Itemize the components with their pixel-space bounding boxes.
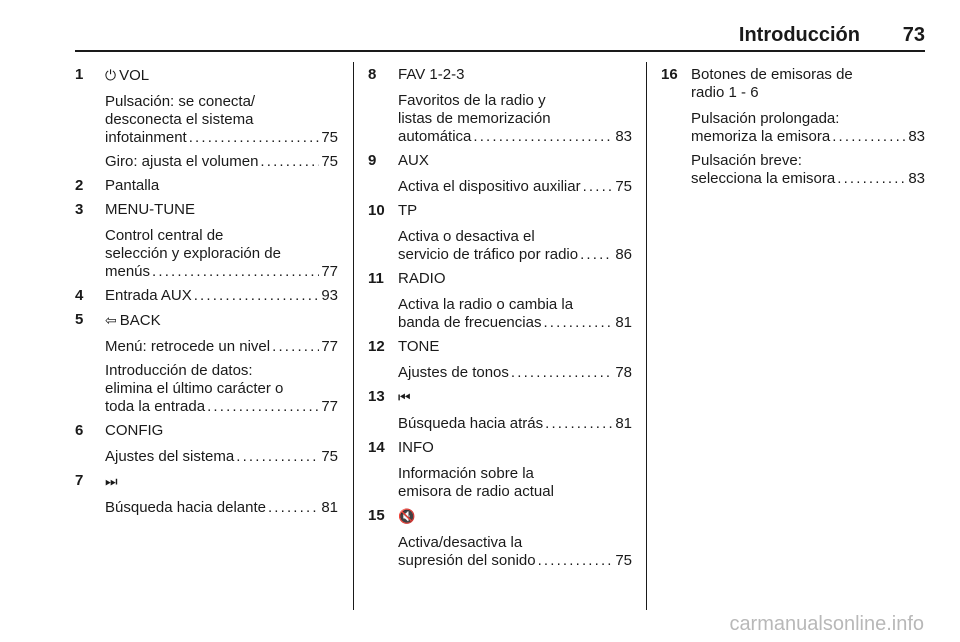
entry-number: 4 xyxy=(75,287,84,304)
entry-number: 8 xyxy=(368,66,377,83)
entry-text: toda la entrada xyxy=(105,398,206,415)
page-reference: 83 xyxy=(908,128,925,145)
legend-entry xyxy=(368,202,632,264)
column-2 xyxy=(368,66,632,576)
legend-entry xyxy=(368,388,632,433)
toc-leader-line xyxy=(398,552,632,570)
description-line: Activa/desactiva la xyxy=(398,534,523,551)
entry-title xyxy=(105,422,338,440)
entry-description xyxy=(398,296,632,332)
back-icon: ⇦ xyxy=(105,312,117,328)
entry-title xyxy=(691,66,925,84)
entry-title xyxy=(105,201,338,219)
entry-description xyxy=(398,228,632,264)
toc-leader-line xyxy=(105,129,338,147)
legend-entry xyxy=(368,338,632,382)
legend-entry xyxy=(368,152,632,196)
legend-entry xyxy=(75,311,338,416)
entry-title-text: TP xyxy=(398,202,418,219)
entry-title xyxy=(398,338,632,356)
entry-title xyxy=(105,311,338,330)
dot-leader xyxy=(236,448,319,466)
entry-number: 2 xyxy=(75,177,84,194)
page-reference: 75 xyxy=(321,448,338,465)
entry-text: Ajustes del sistema xyxy=(105,448,235,465)
entry-text: memoriza la emisora xyxy=(691,128,831,145)
dot-leader xyxy=(473,128,613,146)
toc-leader-line xyxy=(105,263,338,281)
entry-title xyxy=(398,439,632,457)
dot-leader xyxy=(260,153,319,171)
entry-number: 12 xyxy=(368,338,385,355)
toc-leader-line xyxy=(691,170,925,188)
entry-description xyxy=(398,415,632,433)
description-line: selección y exploración de xyxy=(105,245,281,262)
entry-text: menús xyxy=(105,263,151,280)
entry-number: 14 xyxy=(368,439,385,456)
entry-title-text: FAV 1-2-3 xyxy=(398,66,465,83)
entry-description xyxy=(105,93,338,147)
page-reference: 75 xyxy=(615,178,632,195)
watermark: carmanualsonline.info xyxy=(729,613,924,635)
legend-entry xyxy=(368,507,632,570)
legend-entry xyxy=(661,66,925,188)
mute-icon: 🔇 xyxy=(398,508,416,524)
entry-text: selecciona la emisora xyxy=(691,170,836,187)
description-line: Activa o desactiva el xyxy=(398,228,535,245)
entry-description xyxy=(398,465,632,501)
page-reference: 77 xyxy=(321,338,338,355)
legend-entry xyxy=(75,177,338,195)
dot-leader xyxy=(583,178,614,196)
entry-number: 7 xyxy=(75,472,84,489)
page-reference: 93 xyxy=(321,287,338,304)
entry-description xyxy=(105,227,338,281)
legend-entry xyxy=(75,472,338,517)
legend-entry xyxy=(75,287,338,305)
page-reference: 83 xyxy=(615,128,632,145)
toc-leader-line xyxy=(398,364,632,382)
seek-back-icon: ⏮ xyxy=(398,389,411,405)
entry-number: 6 xyxy=(75,422,84,439)
entry-description xyxy=(105,338,338,356)
legend-entry xyxy=(75,422,338,466)
entry-title xyxy=(398,507,632,526)
entry-text: servicio de tráfico por radio xyxy=(398,246,579,263)
entry-title-text: AUX xyxy=(398,152,429,169)
entry-title-text: VOL xyxy=(119,67,150,84)
entry-title xyxy=(105,177,338,195)
dot-leader xyxy=(189,129,320,147)
entry-title xyxy=(398,152,632,170)
entry-description xyxy=(398,178,632,196)
seek-forward-icon: ⏭ xyxy=(105,473,118,489)
legend-entry xyxy=(75,201,338,281)
description-line: Introducción de datos: xyxy=(105,362,253,379)
legend-entry xyxy=(75,66,338,171)
entry-title xyxy=(398,66,632,84)
page-reference: 77 xyxy=(321,398,338,415)
page-reference: 86 xyxy=(615,246,632,263)
entry-number: 9 xyxy=(368,152,377,169)
toc-leader-line xyxy=(105,448,338,466)
power-icon: ⏻ xyxy=(105,67,117,83)
legend-entry xyxy=(368,270,632,332)
description-line: emisora de radio actual xyxy=(398,483,554,500)
description-line: Pulsación breve: xyxy=(691,152,802,169)
description-line: Información sobre la xyxy=(398,465,534,482)
column-divider-1 xyxy=(353,62,354,610)
entry-text: Ajustes de tonos xyxy=(398,364,509,381)
page-header-title: Introducción xyxy=(738,24,860,46)
description-line: listas de memorización xyxy=(398,110,551,127)
entry-description xyxy=(691,152,925,188)
entry-number: 13 xyxy=(368,388,385,405)
dot-leader xyxy=(832,128,906,146)
page-reference: 81 xyxy=(615,314,632,331)
page-reference: 77 xyxy=(321,263,338,280)
entry-text: Entrada AUX xyxy=(105,287,192,304)
dot-leader xyxy=(580,246,613,264)
entry-title-text: radio 1 - 6 xyxy=(691,84,759,101)
page-reference: 75 xyxy=(321,129,338,146)
header-rule xyxy=(75,50,925,52)
page-reference: 83 xyxy=(908,170,925,187)
entry-title-text: TONE xyxy=(398,338,440,355)
description-line: Pulsación: se conecta/ xyxy=(105,93,256,110)
entry-title-text: MENU-TUNE xyxy=(105,201,195,218)
entry-description xyxy=(105,362,338,416)
entry-title xyxy=(398,202,632,220)
dot-leader xyxy=(511,364,613,382)
column-1 xyxy=(75,66,338,523)
description-line: elimina el último carácter o xyxy=(105,380,284,397)
entry-text: Búsqueda hacia atrás xyxy=(398,415,544,432)
dot-leader xyxy=(272,338,319,356)
entry-number: 3 xyxy=(75,201,84,218)
entry-description xyxy=(691,110,925,146)
entry-title-text: Pantalla xyxy=(105,177,160,194)
page-reference: 75 xyxy=(321,153,338,170)
entry-text: Giro: ajusta el volumen xyxy=(105,153,259,170)
entry-text: Búsqueda hacia delante xyxy=(105,499,266,516)
toc-leader-line xyxy=(398,128,632,146)
entry-description xyxy=(105,499,338,517)
toc-leader-line xyxy=(691,128,925,146)
toc-leader-line xyxy=(398,415,632,433)
description-line: Activa la radio o cambia la xyxy=(398,296,574,313)
description-line: Pulsación prolongada: xyxy=(691,110,840,127)
toc-leader-line xyxy=(105,499,338,517)
page-reference: 78 xyxy=(615,364,632,381)
entry-title xyxy=(398,388,632,407)
toc-leader-line xyxy=(105,153,338,171)
entry-number: 5 xyxy=(75,311,84,328)
entry-number: 16 xyxy=(661,66,678,83)
entry-title xyxy=(398,270,632,288)
entry-number: 1 xyxy=(75,66,84,83)
dot-leader xyxy=(545,415,613,433)
dot-leader xyxy=(194,287,320,305)
toc-leader-line xyxy=(398,314,632,332)
toc-leader-line xyxy=(398,246,632,264)
dot-leader xyxy=(837,170,906,188)
entry-title xyxy=(105,66,338,85)
entry-description xyxy=(398,92,632,146)
entry-description xyxy=(105,153,338,171)
page-number: 73 xyxy=(902,24,925,46)
entry-number: 11 xyxy=(368,270,384,287)
entry-text: banda de frecuencias xyxy=(398,314,542,331)
toc-leader-line xyxy=(105,398,338,416)
legend-entry xyxy=(368,66,632,146)
entry-description xyxy=(105,448,338,466)
entry-text: Activa el dispositivo auxiliar xyxy=(398,178,581,195)
entry-title-text: INFO xyxy=(398,439,434,456)
entry-text: infotainment xyxy=(105,129,187,146)
dot-leader xyxy=(538,552,614,570)
description-line: Favoritos de la radio y xyxy=(398,92,546,109)
entry-title-text: CONFIG xyxy=(105,422,164,439)
column-divider-2 xyxy=(646,62,647,610)
entry-description xyxy=(398,534,632,570)
description-line: desconecta el sistema xyxy=(105,111,254,128)
entry-text: Menú: retrocede un nivel xyxy=(105,338,271,355)
toc-leader-line xyxy=(105,338,338,356)
column-3 xyxy=(661,66,925,194)
entry-title-text: RADIO xyxy=(398,270,446,287)
dot-leader xyxy=(152,263,319,281)
entry-number: 15 xyxy=(368,507,385,524)
description-line: Control central de xyxy=(105,227,224,244)
dot-leader xyxy=(543,314,613,332)
toc-leader-line xyxy=(105,287,338,305)
legend-entry xyxy=(368,439,632,501)
entry-title xyxy=(105,472,338,491)
entry-description xyxy=(398,364,632,382)
toc-leader-line xyxy=(398,178,632,196)
entry-title-text: BACK xyxy=(119,312,161,329)
page-reference: 81 xyxy=(615,415,632,432)
dot-leader xyxy=(268,499,319,517)
dot-leader xyxy=(207,398,319,416)
entry-text: supresión del sonido xyxy=(398,552,536,569)
page-reference: 81 xyxy=(321,499,338,516)
page-reference: 75 xyxy=(615,552,632,569)
entry-text: automática xyxy=(398,128,472,145)
entry-number: 10 xyxy=(368,202,385,219)
entry-title-text: Botones de emisoras de xyxy=(691,66,853,83)
